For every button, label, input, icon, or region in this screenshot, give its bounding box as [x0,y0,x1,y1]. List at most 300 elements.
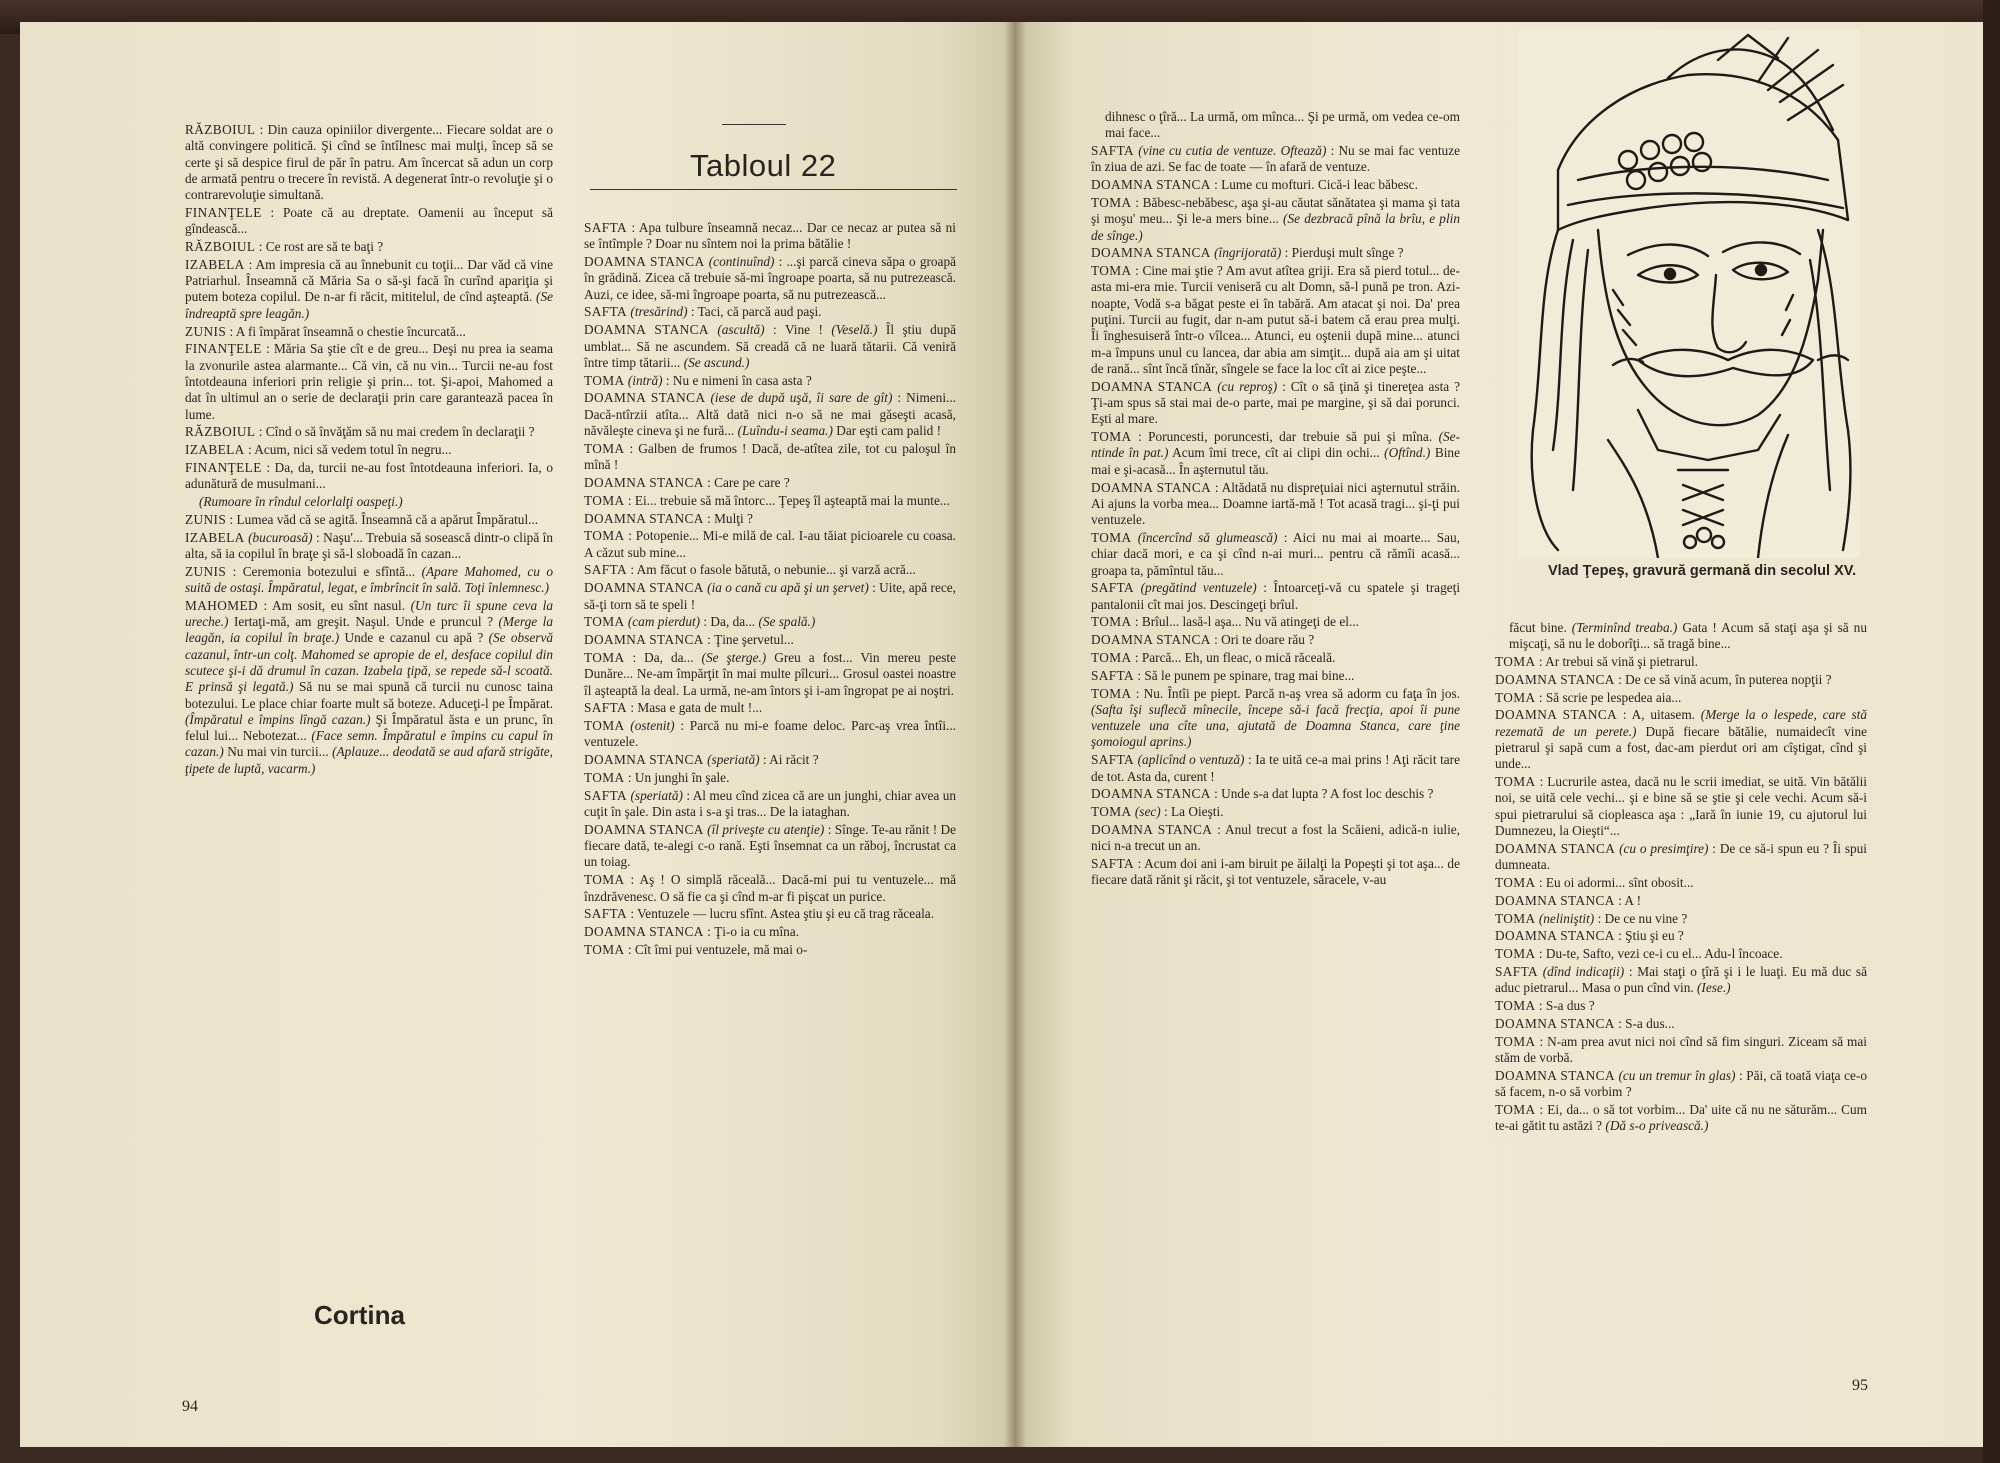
speaker-name: SAFTA [584,220,628,235]
dialogue-paragraph [1091,668,1460,684]
speech-text: Dar eşti cam palid ! [832,423,942,439]
speaker-name: SAFTA [584,304,628,320]
speech-text: : Aici nu mai ai moarte... Sau, chiar dacă mori, e ca şi cînd n-ai muri... pentru că rămîi acasă... groapa ta, pămîntul tău... [1091,529,1460,578]
dialogue-paragraph [584,493,956,509]
speech-text: : Parcă nu mi-e foame deloc. Parc-aş vrea întîi... ventuzele. [584,718,957,750]
speech-text: : Ţi-o ia cu mîna. [703,924,800,940]
continued-text: (Rumoare în rîndul celorlalţi oaspeţi.) [199,494,403,510]
dialogue-paragraph [1091,429,1460,478]
speaker-name: FINANŢELE [185,341,262,357]
dialogue-paragraph [584,770,956,786]
dialogue-paragraph [1091,804,1460,820]
speech-text: : Sînge. Te-au rănit ! De fiecare dată, te-alegi c-o rană. Eşti însemnat ca un răboj, încrustat ca un toiag. [584,821,956,870]
speaker-name: DOAMNA STANCA [1495,1067,1615,1083]
stage-direction: (cu reproş) [1212,378,1278,394]
speaker-name: SAFTA [1091,580,1135,596]
dialogue-paragraph [1091,480,1460,529]
dialogue-paragraph [185,324,553,340]
speaker-name: TOMA [584,941,625,957]
right-lower-column-dialogue [1495,620,1867,1136]
speaker-name: DOAMNA STANCA [1091,479,1212,495]
stage-direction: (speriată) [703,752,760,768]
speech-text: : Potopenie... Mi-e milă de cal. I-au tăiat picioarele cu coasa. A căzut sub mine... [584,528,956,560]
speech-text: : Care pe care ? [703,474,790,490]
dialogue-paragraph [185,424,553,440]
dialogue-paragraph [584,528,956,561]
speech-text: : Ia te uită ce-a mai prins ! Aţi răcit tare de tot. Asta da, curent ! [1091,752,1460,784]
speaker-name: ZUNIS [185,563,227,579]
speech-text: Gata ! Acum să staţi aşa şi să nu mişcaţi, să nu le doborîţi... să tragă bine... [1509,620,1867,652]
speech-text: : Nimeni... Dacă-ntîrzii atîta... Altă dată nici n-o să ne mai găseşti acasă, năvăleşte cineva şi ne fură... [584,390,956,439]
speaker-name: SAFTA [1495,963,1539,979]
dialogue-paragraph [1495,654,1867,670]
speech-text: : Nu se mai fac ventuze în ziua de azi. Se fac de toate — în afară de ventuze. [1091,143,1460,175]
dialogue-paragraph [185,239,553,255]
speech-text: : Ar trebui să vină şi pietrarul. [1535,654,1698,670]
speaker-name: TOMA [1091,529,1132,545]
speaker-name: DOAMNA STANCA [584,632,704,648]
dialogue-paragraph [1495,1068,1867,1101]
dialogue-paragraph [584,580,956,613]
speech-text: : A fi împărat înseamnă o chestie încurcată... [226,323,466,339]
speech-text: : De ce să-i spun eu ? Îi spui dumneata. [1495,840,1867,873]
dialogue-paragraph [584,373,956,389]
dialogue-paragraph [1495,946,1867,962]
dialogue-paragraph [1091,786,1460,802]
speaker-name: TOMA [584,614,625,630]
speaker-name: TOMA [584,372,625,388]
speech-text: : ...şi parcă cineva săpa o groapă în grădină. Zicea că trebuie să-mi îngroape poarta, să nu putrezească. Auzi, ce idee, să-mi îngroape poarta, să nu putrezească... [584,254,956,302]
speaker-name: SAFTA [1091,856,1135,872]
speaker-name: DOAMNA STANCA [1091,245,1211,261]
dialogue-paragraph [1495,620,1867,653]
speaker-name: DOAMNA STANCA [584,821,704,837]
speaker-name: TOMA [1091,614,1132,630]
stage-direction: (Iese.) [1697,980,1731,996]
speech-text: : Taci, că parcă aud paşi. [687,304,822,320]
stage-direction: (vine cu cutia de ventuze. Oftează) [1134,143,1327,159]
stage-direction: (sec) [1131,804,1161,820]
speaker-name: RĂZBOIUL [185,424,256,440]
dialogue-paragraph [185,598,553,777]
dialogue-paragraph [1091,195,1460,244]
speech-text: : Întoarceţi-vă cu spatele şi trageţi pantalonii cît mai jos. Descingeţi brîul. [1091,580,1461,612]
stage-direction: (Oftînd.) [1384,445,1431,461]
stage-direction: (intră) [624,372,663,388]
stage-direction: (Terminînd treaba.) [1571,620,1678,635]
dialogue-paragraph [584,942,956,958]
speaker-name: DOAMNA STANCA [1495,928,1615,944]
speaker-name: TOMA [584,649,625,665]
speaker-name: DOAMNA STANCA [1091,378,1213,394]
dialogue-paragraph [1495,690,1867,706]
cortina-label: Cortina [314,1300,405,1330]
stage-direction: (Face semn. Împăratul e împins cu capul în cazan.) [185,728,553,760]
dialogue-paragraph [1091,109,1460,142]
dialogue-paragraph [1091,245,1460,261]
vlad-tepes-engraving [1518,30,1860,558]
stage-direction: (Un turc îi spune ceva la ureche.) [185,597,553,630]
dialogue-paragraph [185,442,553,458]
speaker-name: TOMA [584,718,625,734]
speaker-name: TOMA [584,440,625,456]
speaker-name: TOMA [584,770,625,785]
speaker-name: SAFTA [1091,143,1135,159]
speaker-name: DOAMNA STANCA [1091,177,1211,193]
stage-direction: (speriată) [627,787,683,803]
dialogue-paragraph [584,322,956,371]
dialogue-paragraph [1091,686,1460,751]
speaker-name: IZABELA [185,529,245,545]
speaker-name: TOMA [1091,650,1132,665]
dialogue-paragraph [185,257,553,322]
stage-direction: (Dă s-o privească.) [1605,1118,1709,1134]
speech-text: Să nu se mai spună că turcii nu cunosc taina botezului. Le place chiar foarte mult să boteze. Aduceţi-l pe Împărat. [185,679,553,711]
speech-text: : Un junghi în şale. [624,770,730,785]
speech-text: : Băbesc-nebăbesc, aşa şi-au căutat sănătatea şi mama şi tata şi moşu' meu... Şi le-a mers bine... [1091,194,1460,227]
speaker-name: DOAMNA STANCA [584,254,705,270]
speaker-name: DOAMNA STANCA [584,390,706,406]
speaker-name: TOMA [1091,263,1132,279]
speaker-name: IZABELA [185,442,245,458]
speaker-name: DOAMNA STANCA [584,510,704,526]
stage-direction: (ostenit) [624,718,675,734]
dialogue-paragraph [584,441,956,474]
dialogue-paragraph [584,752,956,768]
speech-text: : De ce să vină acum, în puterea nopţii ? [1614,671,1832,687]
speaker-name: TOMA [1091,429,1132,445]
dialogue-paragraph [1091,614,1460,630]
stage-direction: (Se îndreaptă spre leagăn.) [185,289,553,321]
speech-text: : Din cauza opiniilor divergente... Fiecare soldat are o altă convingere politică. Şi cînd se întîlnesc mai mulţi, încep să se certe şi să despice firul de păr în patru. Am încercat să adun un corp de armată pentru o trecere în revistă. A degenerat într-o revoluţie şi o contrarevoluţie simultană. [185,122,553,203]
stage-direction: (ascultă) [708,322,765,338]
speech-text: : Naşu'... Trebuia să sosească dintr-o clipă în alta, să ia copilul în braţe şi să-l sloboadă în cazan... [185,529,553,561]
continued-text: dihnesc o ţîră... La urmă, om mînca... Şi pe urmă, om vedea ce-om mai face... [1105,109,1460,141]
speech-text: : Pierduşi mult sînge ? [1281,245,1404,261]
speech-text: : Ventuzele — lucru sfînt. Astea ştiu şi eu că trag răceala. [627,906,935,922]
speaker-name: DOAMNA STANCA [584,580,704,596]
speech-text: : Uite, apă rece, să-ţi torn să te speli ! [584,580,956,612]
speech-text: : Eu oi adormi... sînt obosit... [1535,874,1694,890]
stage-direction: (Apare Mahomed, cu o suită de ostaşi. Împăratul, legat, e îmbrîncit în sală. Toţi înlemnesc.) [185,563,553,596]
dialogue-paragraph [584,822,956,871]
speech-text: : Da, da... [624,649,702,665]
dialogue-paragraph [584,718,956,751]
speech-text: : Al meu cînd zicea că are un junghi, chiar avea un cuţit în şale. Din asta i s-a şi tras... De la iataghan. [584,787,957,820]
speaker-name: TOMA [1495,689,1536,705]
tablou-heading: Tabloul 22 [690,148,837,183]
dialogue-paragraph [1495,1016,1867,1032]
speech-text: : Da, da, turcii ne-au fost întotdeauna inferiori. Ia, o adunătură de musulmani... [185,459,553,492]
speech-text: : Lumea văd că se agită. Înseamnă că a apărut Împăratul... [226,511,539,527]
speaker-name: SAFTA [1091,752,1135,768]
speech-text: : Unde s-a dat lupta ? A fost loc deschis ? [1210,786,1434,802]
dialogue-paragraph [1091,379,1460,428]
speech-text: : Galben de frumos ! Dacă, de-atîtea zile, tot cu paloşul în mînă ! [584,440,956,473]
speech-text: : Ori te doare rău ? [1210,632,1315,648]
dialogue-paragraph [1495,707,1867,772]
speech-text: : Altădată nu dispreţuiai nici aşternutul străin. Ai ajuns la vorba mea... Doamne iartă-mă ! Tot acasă tragi... şi-ţi pui ventuzele. [1091,479,1460,528]
speech-text: După fiecare bătălie, numaidecît vine pietrarul şi sapă cum a fost, dac-am pierdut ori am cîştigat, cînd şi unde... [1495,723,1867,772]
dialogue-paragraph [584,220,956,253]
dialogue-paragraph [1091,143,1460,176]
book-cover-edge [1983,0,2000,1463]
speech-text: : A, uitasem. [1617,707,1701,723]
speaker-name: DOAMNA STANCA [1091,821,1213,837]
book-gutter [1004,22,1026,1447]
stage-direction: (Luîndu-i seama.) [737,423,833,439]
speaker-name: SAFTA [584,700,628,716]
stage-direction: (Se-ntinde în pat.) [1091,429,1460,461]
speech-text: : Am sosit, eu sînt nasul. [257,597,411,613]
speaker-name: SAFTA [584,562,628,578]
speech-text: Şi Împăratul ăsta e un prunc, în felul lui... Nebotezat... [185,711,553,744]
stage-direction: (pregătind ventuzele) [1134,580,1257,596]
speech-text: Iertaţi-mă, am greşit. Naşul. Unde e pruncul ? [228,614,499,630]
stage-direction: (aplicînd o ventuză) [1134,752,1245,768]
speech-text: : Vine ! [764,322,832,338]
dialogue-paragraph [1091,580,1460,613]
speech-text: : Brîul... lasă-l aşa... Nu vă atingeţi de el... [1131,614,1359,630]
stage-direction: (tresărind) [627,304,688,320]
dialogue-paragraph [1091,856,1460,889]
dialogue-paragraph [1495,998,1867,1014]
speaker-name: TOMA [584,872,625,888]
dialogue-paragraph [185,512,553,528]
speech-text: : Mai staţi o ţîră şi i le luaţi. Eu mă duc să aduc pietrarul... Masa o pun cînd vin. [1495,963,1868,996]
speech-text: : Acum, nici să vedem totul în negru... [244,442,452,458]
speaker-name: TOMA [1495,1033,1536,1049]
dialogue-paragraph [584,304,956,320]
dialogue-paragraph [584,906,956,922]
speech-text: : La Oieşti. [1160,804,1224,820]
speech-text: : Poate că au dreptate. Oamenii au început să gîndească... [185,204,553,237]
stage-direction: (Se ascund.) [683,354,750,370]
speaker-name: DOAMNA STANCA [584,924,704,940]
stage-direction: (Veselă.) [831,322,878,338]
dialogue-paragraph [1495,928,1867,944]
speech-text: Acum îmi trece, cît ai clipi din ochi... [1168,445,1385,461]
dialogue-paragraph [584,475,956,491]
speaker-name: RĂZBOIUL [185,239,256,255]
dialogue-paragraph [1091,530,1460,579]
stage-direction: (Împăratul e împins lîngă cazan.) [185,711,371,727]
speech-text: : Apa tulbure înseamnă necaz... Dar ce necaz ar putea să ni se întîmple ? Doar nu sîntem noi la prima bătălie ! [584,220,956,252]
stage-direction: (Se observă cazanul, într-un colţ. Mahomed se apropie de el, desface copilul din scutece şi-i dă drumul în cazan. Izabela ţipă, se repede să-l scoată. E prinsă şi legată.) [185,630,553,695]
stage-direction: (neliniştit) [1535,910,1595,926]
left-page-number: 94 [182,1398,198,1415]
speech-text: Greu a fost... Vin mereu peste Dunăre... Ne-am împărţit în mai multe pîlcuri... Grosul oastei noastre îl aşteaptă la deal. La urmă, ne-am întors şi i-am îngropat pe ai noştri. [584,649,957,698]
stage-direction: (îl priveşte cu atenţie) [703,821,825,837]
speaker-name: ZUNIS [185,511,227,527]
dialogue-paragraph [584,924,956,940]
dialogue-paragraph [1495,774,1867,839]
dialogue-paragraph [1495,1034,1867,1067]
speech-text: Nu mai vin turcii... [223,744,333,760]
dialogue-paragraph [1091,632,1460,648]
speaker-name: SAFTA [584,787,628,803]
speech-text: Unde e cazanul cu apă ? [339,630,489,646]
stage-direction: (Safta îşi suflecă mînecile, începe să-i facă frecţia, apoi îi pune ventuzele una cîte una, ajutată de Doamna Stanca, care ţine şomoiogul aprins.) [1091,701,1460,750]
engraving-caption: Vlad Ţepeş, gravură germană din secolul XV. [1548,563,1857,579]
speaker-name: TOMA [1495,654,1536,670]
dialogue-paragraph [584,872,956,905]
stage-direction: (Se şterge.) [701,649,767,665]
dialogue-paragraph [584,562,956,578]
speaker-name: TOMA [1091,804,1132,820]
speech-text: : Lume cu mofturi. Cică-i leac băbesc. [1210,177,1418,193]
dialogue-paragraph [1091,177,1460,193]
speaker-name: TOMA [1495,998,1536,1014]
speech-text: : Ei... trebuie să mă întorc... Ţepeş îl aşteaptă mai la munte... [624,492,950,508]
speech-text: : A ! [1614,892,1641,908]
dialogue-paragraph [584,614,956,630]
stage-direction: (bucuroasă) [244,529,313,545]
stage-direction: (Se spală.) [758,614,816,630]
speech-text: : Măria Sa ştie cît e de greu... Deşi nu prea ia seama la zvonurile astea alarmante... Că vin, că nu vin... Turcii ne-au fost întotdeauna inferiori prin religie şi prin... tot. Şi-apoi, Mahomed a dat în ultimul an o serie de declaraţii prin care garantează pacea în lume. [185,341,553,422]
speech-text: : Să le punem pe spinare, trag mai bine... [1134,667,1355,683]
dialogue-paragraph [1495,911,1867,927]
dialogue-paragraph [1091,822,1460,855]
speaker-name: FINANŢELE [185,459,262,475]
dialogue-paragraph [1495,1102,1867,1135]
dialogue-paragraph [584,511,956,527]
dialogue-paragraph [1495,875,1867,891]
speech-text: : Parcă... Eh, un fleac, o mică răceală. [1131,650,1336,665]
speaker-name: TOMA [584,492,625,508]
stage-direction: (ia o cană cu apă şi un şervet) [703,580,869,596]
dialogue-paragraph [1495,893,1867,909]
speech-text: : Ce rost are să te baţi ? [255,239,384,255]
speaker-name: FINANŢELE [185,204,262,220]
dialogue-paragraph [584,390,956,439]
speech-text: : Acum doi ani i-am biruit pe ăilalţi la Popeşti şi tot aşa... de fiecare dată rănit şi răcit, şi tot ventuzele, săracele, v-au [1091,856,1460,888]
dialogue-paragraph [1495,841,1867,874]
scene-dialogue-column [584,220,956,960]
speaker-name: TOMA [1495,910,1536,926]
dialogue-paragraph [185,122,553,203]
speech-text: : Ai răcit ? [759,752,819,768]
speech-text: : Am făcut o fasole bătută, o nebunie... şi varză acră... [627,562,916,578]
speech-text: : Da, da... [700,614,759,630]
dialogue-paragraph [1091,752,1460,785]
dialogue-paragraph [185,530,553,563]
speaker-name: DOAMNA STANCA [1495,671,1615,687]
speaker-name: TOMA [584,528,625,544]
speech-text: : Cît o să ţină şi tinereţea asta ? Ţi-am spus să stai mai de-o parte, mai pe margine, şi să dai porunci. Eşti al mare. [1091,378,1460,427]
speech-text: : Cît îmi pui ventuzele, mă mai o- [624,941,808,957]
speaker-name: TOMA [1091,194,1132,210]
speaker-name: SAFTA [584,906,628,922]
speech-text: : Poruncesti, poruncesti, dar trebuie să pui şi mîna. [1131,429,1439,445]
right-column-dialogue [1091,109,1460,890]
stage-direction: (iese de după uşă, îi sare de gît) [705,390,893,406]
speaker-name: RĂZBOIUL [185,122,256,137]
speech-text: : S-a dus ? [1535,998,1595,1014]
speaker-name: TOMA [1495,946,1536,962]
speaker-name: DOAMNA STANCA [584,474,704,490]
speaker-name: TOMA [1495,1101,1536,1117]
dialogue-paragraph [1091,263,1460,377]
speaker-name: MAHOMED [185,597,258,613]
speaker-name: DOAMNA STANCA [1495,892,1615,908]
dialogue-paragraph [1091,650,1460,666]
dialogue-paragraph [584,632,956,648]
speech-text: : Am impresia că au înnebunit cu toţii... Dar văd că vine Patriarhul. Înseamnă că Măria Sa o să-şi facă în curînd apariţia şi putem boteza copilul. De n-ar fi răcit, mititelul, de cînd aşteaptă. [185,256,553,305]
speech-text: : Ştiu şi eu ? [1614,928,1684,944]
speaker-name: DOAMNA STANCA [584,752,704,768]
dialogue-paragraph [584,700,956,716]
dialogue-paragraph [185,460,553,493]
speech-text: : Nu. Întîi pe piept. Parcă n-aş vrea să adorm cu faţa în jos. [1131,685,1460,701]
dialogue-paragraph [1495,964,1867,997]
speech-text: : De ce nu vine ? [1594,910,1688,926]
speech-text: : Să scrie pe lespedea aia... [1535,689,1682,705]
dialogue-paragraph [185,494,553,510]
speech-text: : N-am prea avut nici noi cînd să fim singuri. Ziceam să mai stăm de vorbă. [1495,1033,1867,1065]
stage-direction: (Merge la o lespede, care stă rezemată de un perete.) [1495,707,1867,739]
speaker-name: DOAMNA STANCA [1495,1015,1615,1031]
dialogue-paragraph [584,650,956,699]
speaker-name: DOAMNA STANCA [1091,632,1211,648]
speaker-name: TOMA [1495,774,1536,790]
speech-text: : Masa e gata de mult !... [627,700,763,716]
speaker-name: DOAMNA STANCA [1495,707,1618,723]
speech-text: : Cînd o să învăţăm să nu mai credem în declaraţii ? [255,424,535,440]
speech-text: Bine mai e şi-acasă... În aşternutul tău. [1091,445,1460,477]
stage-direction: (Merge la leagăn, ia copilul în braţe.) [185,614,553,646]
right-page-number: 95 [1852,1377,1868,1394]
speaker-name: SAFTA [1091,667,1135,683]
stage-direction: (continuînd) [704,254,775,270]
stage-direction: (Aplauze... deodată se aud afară strigăte, ţipete de luptă, vacarm.) [185,744,553,776]
speech-text: : Anul trecut a fost la Scăieni, adică-n iulie, nici n-a trecut un an. [1091,821,1460,854]
speaker-name: DOAMNA STANCA [584,322,709,338]
heading-rule-bottom [590,189,957,190]
speech-text: : Ceremonia botezului e sfîntă... [226,563,422,579]
speech-text: : Păi, că toată viaţa ce-o să facem, n-o să vorbim ? [1495,1067,1867,1100]
stage-direction: (încercînd să glumească) [1131,529,1278,545]
left-column-dialogue [185,122,553,779]
speech-text: : S-a dus... [1614,1015,1675,1031]
dialogue-paragraph [584,254,956,303]
speech-text: : Ţine şervetul... [703,632,794,648]
continued-text: făcut bine. [1509,620,1572,635]
speech-text: Îl ştiu după umblat... Să ne ascundem. Să creadă că ne luară tătarii. Că veniră între timp tătarii... [584,322,957,370]
dialogue-paragraph [584,788,956,821]
stage-direction: (Se dezbracă pînă la brîu, e plin de sînge.) [1091,211,1460,243]
speaker-name: ZUNIS [185,323,227,339]
speech-text: : Du-te, Safto, vezi ce-i cu el... Adu-l încoace. [1535,946,1783,962]
speech-text: : Lucrurile astea, dacă nu le scrii imediat, se uită. Vin bătălii noi, se uită cele vechi... şi e bine să se ştie şi cele vechi. Acum să-i spui pietrarului să ciopleasca aşa : „Iară în iunie 19, cu ajutorul lui Dumnezeu, la Oieşti“... [1495,774,1867,839]
speaker-name: IZABELA [185,256,245,272]
stage-direction: (cu un tremur în glas) [1614,1067,1736,1083]
stage-direction: (cam pierdut) [624,614,701,630]
speaker-name: DOAMNA STANCA [1091,786,1211,802]
speaker-name: TOMA [1091,685,1132,701]
speech-text: : Nu e nimeni în casa asta ? [662,372,812,388]
dialogue-paragraph [185,205,553,238]
dialogue-paragraph [185,341,553,422]
dialogue-paragraph [1495,672,1867,688]
stage-direction: (îngrijorată) [1210,245,1282,261]
stage-direction: (cu o presimţire) [1615,840,1709,856]
speech-text: : Mulţi ? [703,510,753,526]
speaker-name: DOAMNA STANCA [1495,840,1616,856]
dialogue-paragraph [185,564,553,597]
heading-rule-top [722,124,786,125]
speech-text: : Cine mai ştie ? Am avut atîtea griji. Era să pierd totul... de-asta mi-era mie. Turcii veniseră cu alt Domn, să-l pună pe tron. Azi-noapte, Vodă s-a băgat peste ei în tabără. Am atacat şi noi. Da' prea puţini. Turcii au fugit, dar n-am putut să-i batem că erau prea mulţi. Îi înghesuiseră într-o vîlcea... Atunci, eu oştenii după mine... atunci m-a împuns unul cu lancea, dar abia am simţit... după aia am şi uitat de rană... sînt încă tînăr, sîngele se face la loc cît ai zice peşte... [1091,263,1460,376]
